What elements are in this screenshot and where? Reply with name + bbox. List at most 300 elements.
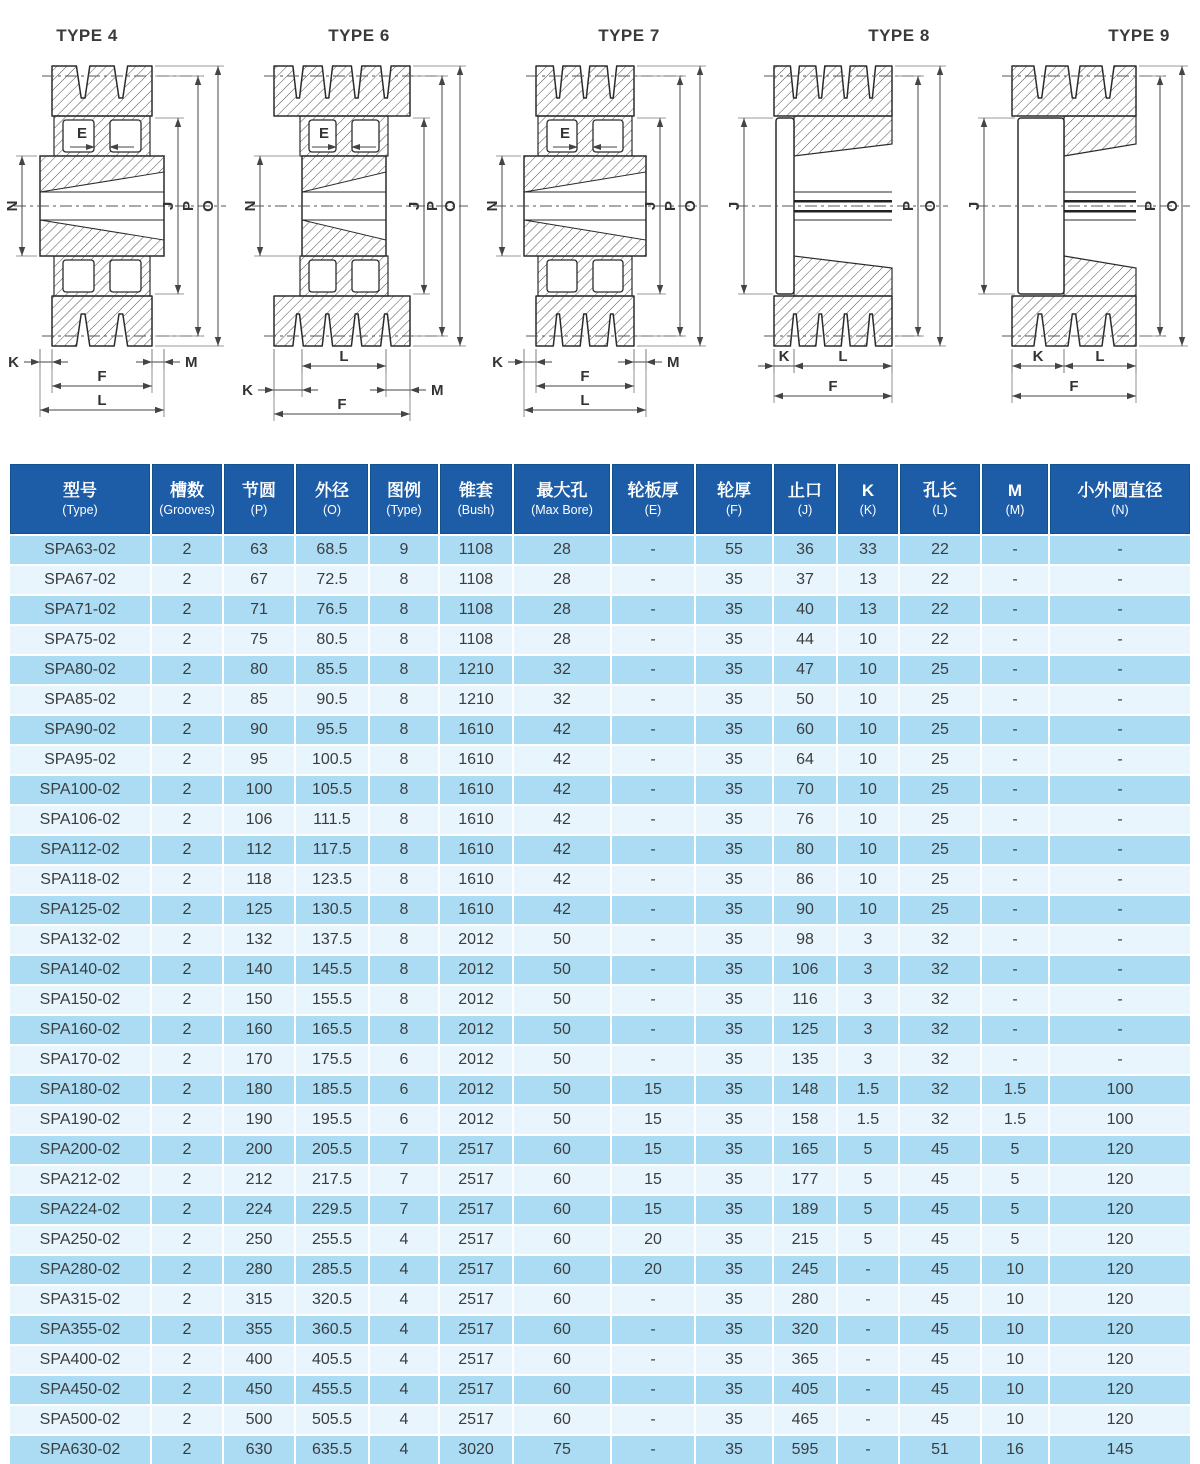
table-cell: 10 (838, 746, 898, 774)
table-cell: SPA125-02 (10, 896, 150, 924)
table-cell: 280 (224, 1256, 294, 1284)
table-cell: 35 (696, 1436, 772, 1464)
table-cell: 45 (900, 1226, 980, 1254)
table-cell: 2517 (440, 1196, 512, 1224)
table-cell: 60 (774, 716, 836, 744)
table-cell: 165.5 (296, 1016, 368, 1044)
table-cell: 217.5 (296, 1166, 368, 1194)
table-cell: - (1050, 956, 1190, 984)
svg-text:E: E (318, 125, 330, 142)
table-cell: 37 (774, 566, 836, 594)
table-cell: 315 (224, 1286, 294, 1314)
table-cell: 70 (774, 776, 836, 804)
table-cell: SPA400-02 (10, 1346, 150, 1374)
table-cell: - (1050, 986, 1190, 1014)
table-cell: 76.5 (296, 596, 368, 624)
table-cell: 450 (224, 1376, 294, 1404)
table-cell: 100 (224, 776, 294, 804)
svg-text:N: N (242, 200, 259, 212)
table-cell: 44 (774, 626, 836, 654)
svg-text:O: O (442, 200, 459, 212)
table-cell: 180 (224, 1076, 294, 1104)
table-row (10, 716, 1190, 744)
table-cell: 505.5 (296, 1406, 368, 1434)
table-cell: 3 (838, 926, 898, 954)
table-cell: 8 (370, 566, 438, 594)
svg-text:F: F (580, 368, 590, 385)
table-cell: 120 (1050, 1286, 1190, 1314)
table-cell: 2 (152, 1226, 222, 1254)
table-cell: 145 (1050, 1436, 1190, 1464)
table-header-row (10, 464, 1190, 534)
svg-text:P: P (1142, 200, 1159, 212)
table-cell: SPA95-02 (10, 746, 150, 774)
table-row (10, 1016, 1190, 1044)
table-cell: 33 (838, 536, 898, 564)
table-cell: 86 (774, 866, 836, 894)
table-cell: 98 (774, 926, 836, 954)
table-cell: 25 (900, 806, 980, 834)
table-cell: 28 (514, 596, 610, 624)
table-cell: - (1050, 596, 1190, 624)
table-cell: 2012 (440, 986, 512, 1014)
table-cell: - (838, 1346, 898, 1374)
table-cell: - (612, 1286, 694, 1314)
table-cell: 60 (514, 1136, 610, 1164)
table-cell: - (1050, 686, 1190, 714)
table-cell: 25 (900, 686, 980, 714)
table-cell: 130.5 (296, 896, 368, 924)
table-cell: 405.5 (296, 1346, 368, 1374)
svg-text:F: F (97, 368, 107, 385)
table-cell: 42 (514, 896, 610, 924)
table-cell: 1610 (440, 896, 512, 924)
table-cell: - (1050, 716, 1190, 744)
table-cell: SPA140-02 (10, 956, 150, 984)
svg-text:F: F (1069, 378, 1079, 395)
table-cell: 2 (152, 1346, 222, 1374)
table-cell: 2012 (440, 956, 512, 984)
table-cell: 2 (152, 956, 222, 984)
pulley-diagram-type9 (960, 4, 1200, 460)
table-cell: 22 (900, 566, 980, 594)
table-cell: - (838, 1406, 898, 1434)
table-cell: 22 (900, 596, 980, 624)
table-cell: 2 (152, 536, 222, 564)
table-cell: 68.5 (296, 536, 368, 564)
table-cell: - (612, 866, 694, 894)
table-cell: 2 (152, 1376, 222, 1404)
table-row (10, 986, 1190, 1014)
table-cell: 32 (900, 926, 980, 954)
table-cell: 5 (982, 1226, 1048, 1254)
table-cell: 50 (514, 926, 610, 954)
table-cell: 137.5 (296, 926, 368, 954)
table-row (10, 1046, 1190, 1074)
table-cell: 35 (696, 1016, 772, 1044)
table-cell: 32 (900, 1046, 980, 1074)
table-cell: 2 (152, 1076, 222, 1104)
table-cell: 195.5 (296, 1106, 368, 1134)
table-cell: 25 (900, 836, 980, 864)
table-cell: - (612, 1436, 694, 1464)
table-cell: 32 (900, 956, 980, 984)
table-cell: 595 (774, 1436, 836, 1464)
pulley-diagram-type8 (720, 4, 960, 460)
table-cell: 32 (900, 1076, 980, 1104)
header-cell: 槽数 (Grooves) (152, 464, 222, 534)
table-cell: 2012 (440, 1106, 512, 1134)
table-cell: 2517 (440, 1406, 512, 1434)
table-cell: 148 (774, 1076, 836, 1104)
table-cell: 42 (514, 806, 610, 834)
table-cell: - (612, 1316, 694, 1344)
table-cell: 15 (612, 1076, 694, 1104)
header-cell: 轮板厚 (E) (612, 464, 694, 534)
table-cell: 2 (152, 926, 222, 954)
table-cell: 32 (514, 686, 610, 714)
table-cell: 10 (982, 1346, 1048, 1374)
table-cell: 4 (370, 1286, 438, 1314)
table-cell: SPA90-02 (10, 716, 150, 744)
table-cell: 3020 (440, 1436, 512, 1464)
table-cell: 10 (838, 716, 898, 744)
table-cell: 8 (370, 746, 438, 774)
table-cell: 15 (612, 1136, 694, 1164)
table-cell: SPA280-02 (10, 1256, 150, 1284)
table-cell: 32 (514, 656, 610, 684)
table-cell: 455.5 (296, 1376, 368, 1404)
table-cell: 185.5 (296, 1076, 368, 1104)
table-cell: 2 (152, 1436, 222, 1464)
table-cell: 250 (224, 1226, 294, 1254)
table-row (10, 1286, 1190, 1314)
table-cell: 2 (152, 1016, 222, 1044)
svg-text:J: J (642, 201, 659, 211)
table-cell: 20 (612, 1226, 694, 1254)
svg-text:P: P (662, 200, 679, 212)
table-cell: - (982, 596, 1048, 624)
table-cell: 120 (1050, 1316, 1190, 1344)
table-cell: 42 (514, 836, 610, 864)
table-cell: 360.5 (296, 1316, 368, 1344)
table-cell: - (982, 746, 1048, 774)
table-cell: - (982, 656, 1048, 684)
table-cell: - (982, 536, 1048, 564)
table-cell: - (838, 1316, 898, 1344)
table-cell: 45 (900, 1196, 980, 1224)
svg-text:O: O (1164, 200, 1181, 212)
table-cell: 15 (612, 1196, 694, 1224)
table-cell: - (1050, 776, 1190, 804)
table-cell: 67 (224, 566, 294, 594)
table-cell: 2 (152, 686, 222, 714)
table-cell: 120 (1050, 1376, 1190, 1404)
table-cell: SPA160-02 (10, 1016, 150, 1044)
table-cell: SPA150-02 (10, 986, 150, 1014)
table-cell: 71 (224, 596, 294, 624)
table-cell: 1108 (440, 596, 512, 624)
table-cell: 8 (370, 716, 438, 744)
table-cell: 42 (514, 866, 610, 894)
table-cell: 224 (224, 1196, 294, 1224)
table-cell: 2 (152, 1046, 222, 1074)
table-cell: - (1050, 566, 1190, 594)
table-cell: 5 (982, 1196, 1048, 1224)
header-cell: 最大孔 (Max Bore) (514, 464, 610, 534)
table-cell: 4 (370, 1346, 438, 1374)
table-row (10, 596, 1190, 624)
table-cell: 13 (838, 596, 898, 624)
table-cell: 1108 (440, 536, 512, 564)
table-cell: - (982, 626, 1048, 654)
table-cell: 1610 (440, 746, 512, 774)
svg-text:F: F (337, 396, 347, 413)
table-cell: 35 (696, 1376, 772, 1404)
table-cell: 2 (152, 746, 222, 774)
table-cell: SPA71-02 (10, 596, 150, 624)
table-cell: 85 (224, 686, 294, 714)
table-row (10, 1196, 1190, 1224)
table-cell: 2 (152, 836, 222, 864)
table-cell: 20 (612, 1256, 694, 1284)
table-cell: 6 (370, 1046, 438, 1074)
table-cell: 2 (152, 1406, 222, 1434)
table-cell: SPA100-02 (10, 776, 150, 804)
table-cell: - (838, 1376, 898, 1404)
diagram-panel (0, 0, 1200, 462)
table-cell: 10 (982, 1256, 1048, 1284)
table-cell: 1610 (440, 716, 512, 744)
table-cell: 45 (900, 1256, 980, 1284)
svg-text:E: E (76, 125, 88, 142)
table-row (10, 896, 1190, 924)
table-cell: - (612, 806, 694, 834)
table-cell: 320.5 (296, 1286, 368, 1314)
table-cell: 100 (1050, 1106, 1190, 1134)
table-cell: 10 (982, 1406, 1048, 1434)
svg-text:N: N (4, 200, 21, 212)
table-cell: 2 (152, 806, 222, 834)
table-row (10, 1346, 1190, 1374)
table-cell: 2 (152, 1316, 222, 1344)
table-cell: 25 (900, 896, 980, 924)
table-cell: 35 (696, 1076, 772, 1104)
table-cell: - (982, 836, 1048, 864)
table-cell: 64 (774, 746, 836, 774)
svg-text:K: K (8, 354, 19, 371)
table-cell: 2517 (440, 1286, 512, 1314)
table-cell: 2517 (440, 1256, 512, 1284)
table-cell: 1.5 (838, 1076, 898, 1104)
table-row (10, 1076, 1190, 1104)
table-cell: - (612, 1376, 694, 1404)
header-cell: 型号 (Type) (10, 464, 150, 534)
table-cell: 2 (152, 1286, 222, 1314)
table-cell: 2 (152, 626, 222, 654)
svg-text:L: L (97, 392, 107, 409)
table-cell: 15 (612, 1166, 694, 1194)
table-cell: - (612, 1346, 694, 1374)
table-cell: 8 (370, 866, 438, 894)
table-cell: 158 (774, 1106, 836, 1134)
table-cell: 2517 (440, 1136, 512, 1164)
spec-table (8, 462, 1192, 1464)
table-cell: 1610 (440, 866, 512, 894)
table-cell: 2517 (440, 1226, 512, 1254)
table-cell: 10 (838, 806, 898, 834)
table-cell: 72.5 (296, 566, 368, 594)
pulley-diagram-type4 (0, 4, 240, 460)
table-cell: SPA250-02 (10, 1226, 150, 1254)
svg-text:J: J (966, 201, 983, 211)
table-cell: - (612, 1016, 694, 1044)
table-cell: - (612, 596, 694, 624)
table-cell: 2 (152, 776, 222, 804)
table-cell: 500 (224, 1406, 294, 1434)
header-cell: 锥套 (Bush) (440, 464, 512, 534)
table-cell: 60 (514, 1166, 610, 1194)
table-cell: 165 (774, 1136, 836, 1164)
table-row (10, 1256, 1190, 1284)
table-cell: SPA106-02 (10, 806, 150, 834)
table-cell: - (982, 716, 1048, 744)
table-cell: 2517 (440, 1376, 512, 1404)
table-cell: 60 (514, 1406, 610, 1434)
header-cell: 轮厚 (F) (696, 464, 772, 534)
table-cell: 255.5 (296, 1226, 368, 1254)
table-row (10, 1226, 1190, 1254)
table-cell: 60 (514, 1196, 610, 1224)
table-cell: 42 (514, 716, 610, 744)
table-cell: 16 (982, 1436, 1048, 1464)
table-cell: SPA500-02 (10, 1406, 150, 1434)
table-cell: 15 (612, 1106, 694, 1134)
table-cell: - (982, 1046, 1048, 1074)
table-cell: - (612, 926, 694, 954)
table-cell: - (612, 566, 694, 594)
table-row (10, 1406, 1190, 1434)
table-cell: SPA85-02 (10, 686, 150, 714)
table-cell: - (612, 896, 694, 924)
table-row (10, 1106, 1190, 1134)
table-cell: 120 (1050, 1346, 1190, 1374)
table-cell: 2012 (440, 1076, 512, 1104)
table-cell: - (982, 806, 1048, 834)
table-cell: 35 (696, 1136, 772, 1164)
header-cell: 小外圆直径 (N) (1050, 464, 1190, 534)
table-cell: SPA315-02 (10, 1286, 150, 1314)
table-cell: 60 (514, 1286, 610, 1314)
table-cell: 2 (152, 656, 222, 684)
table-cell: 125 (224, 896, 294, 924)
table-cell: - (1050, 806, 1190, 834)
table-cell: 1210 (440, 686, 512, 714)
table-cell: - (1050, 656, 1190, 684)
table-cell: 8 (370, 776, 438, 804)
table-cell: 6 (370, 1106, 438, 1134)
table-cell: 95.5 (296, 716, 368, 744)
table-cell: 25 (900, 866, 980, 894)
table-cell: 13 (838, 566, 898, 594)
table-cell: 3 (838, 956, 898, 984)
table-cell: 9 (370, 536, 438, 564)
table-cell: - (982, 986, 1048, 1014)
table-cell: 118 (224, 866, 294, 894)
table-cell: 120 (1050, 1166, 1190, 1194)
svg-text:M: M (185, 354, 198, 371)
table-cell: 175.5 (296, 1046, 368, 1074)
table-cell: 28 (514, 566, 610, 594)
table-cell: 75 (514, 1436, 610, 1464)
table-cell: - (612, 746, 694, 774)
header-cell: 节圆 (P) (224, 464, 294, 534)
table-cell: 3 (838, 986, 898, 1014)
table-row (10, 956, 1190, 984)
svg-text:K: K (492, 354, 503, 371)
table-cell: 400 (224, 1346, 294, 1374)
table-cell: 7 (370, 1136, 438, 1164)
table-cell: 40 (774, 596, 836, 624)
table-cell: 5 (838, 1226, 898, 1254)
table-cell: 1610 (440, 806, 512, 834)
table-cell: 60 (514, 1376, 610, 1404)
table-cell: 8 (370, 596, 438, 624)
table-cell: 75 (224, 626, 294, 654)
table-cell: 6 (370, 1076, 438, 1104)
table-cell: 120 (1050, 1136, 1190, 1164)
table-cell: SPA63-02 (10, 536, 150, 564)
table-cell: 80.5 (296, 626, 368, 654)
diagram-title-type6: TYPE 6 (328, 26, 390, 45)
svg-text:P: P (900, 200, 917, 212)
table-cell: 635.5 (296, 1436, 368, 1464)
table-cell: 50 (514, 986, 610, 1014)
table-cell: 35 (696, 836, 772, 864)
table-cell: 36 (774, 536, 836, 564)
table-cell: 10 (838, 656, 898, 684)
table-cell: 35 (696, 596, 772, 624)
table-cell: 35 (696, 1256, 772, 1284)
table-cell: SPA180-02 (10, 1076, 150, 1104)
table-cell: 8 (370, 926, 438, 954)
table-cell: 205.5 (296, 1136, 368, 1164)
table-cell: 45 (900, 1136, 980, 1164)
table-cell: 8 (370, 626, 438, 654)
table-cell: - (1050, 926, 1190, 954)
table-cell: 215 (774, 1226, 836, 1254)
svg-text:J: J (726, 201, 743, 211)
table-cell: 4 (370, 1376, 438, 1404)
table-cell: 8 (370, 956, 438, 984)
table-cell: 100.5 (296, 746, 368, 774)
table-cell: - (982, 686, 1048, 714)
table-cell: - (982, 896, 1048, 924)
table-cell: 60 (514, 1316, 610, 1344)
table-cell: 45 (900, 1286, 980, 1314)
svg-text:N: N (484, 200, 501, 212)
table-cell: 405 (774, 1376, 836, 1404)
table-cell: 229.5 (296, 1196, 368, 1224)
table-cell: SPA170-02 (10, 1046, 150, 1074)
table-cell: 2 (152, 1106, 222, 1134)
table-cell: 132 (224, 926, 294, 954)
table-cell: 28 (514, 626, 610, 654)
table-row (10, 536, 1190, 564)
table-cell: 2517 (440, 1166, 512, 1194)
table-cell: 25 (900, 716, 980, 744)
table-cell: 280 (774, 1286, 836, 1314)
